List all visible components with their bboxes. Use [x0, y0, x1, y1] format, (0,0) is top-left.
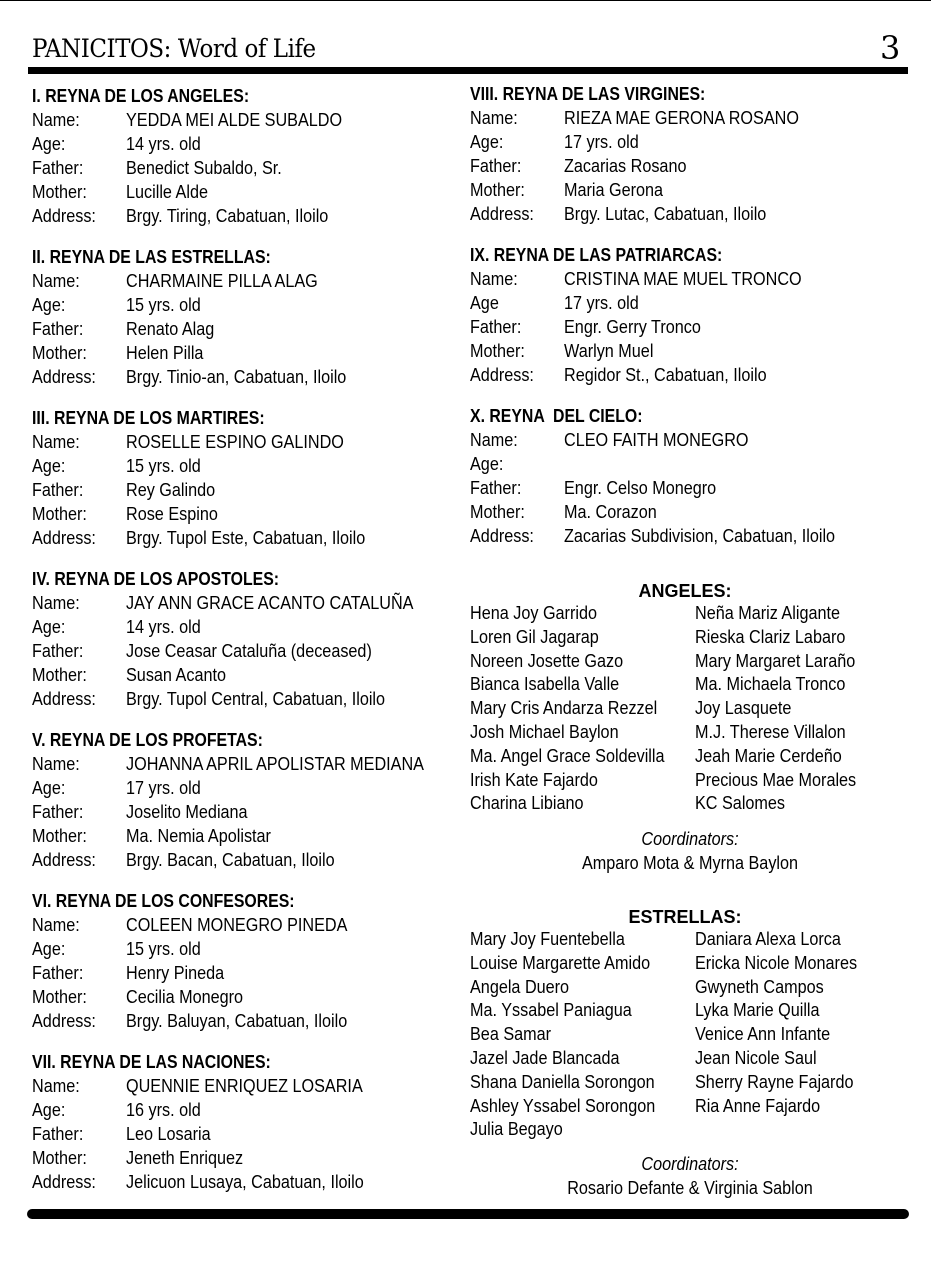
- address-value: Regidor St., Cabatuan, Iloilo: [564, 365, 767, 385]
- name-row: [32, 1074, 452, 1098]
- name-row: [32, 752, 452, 776]
- reyna-section: [32, 1050, 452, 1194]
- age-label: Age:: [32, 295, 66, 315]
- father-label: Father:: [470, 317, 522, 337]
- page-header-title: PANICITOS: Word of Life: [32, 34, 316, 63]
- address-label: Address:: [470, 204, 534, 224]
- address-row: [32, 526, 452, 550]
- address-value: Jelicuon Lusaya, Cabatuan, Iloilo: [126, 1172, 364, 1192]
- member-name: Lyka Marie Quilla: [695, 1000, 820, 1021]
- address-label: Address:: [32, 367, 96, 387]
- member-name: Jeah Marie Cerdeño: [695, 745, 842, 766]
- mother-value: Maria Gerona: [564, 180, 664, 200]
- father-value: Renato Alag: [126, 319, 215, 339]
- mother-row: [470, 500, 910, 524]
- father-row: [470, 476, 910, 500]
- names-column-1: [470, 928, 695, 1142]
- father-row: [32, 478, 452, 502]
- section-title: I. REYNA DE LOS ANGELES:: [32, 86, 250, 106]
- address-label: Address:: [470, 526, 534, 546]
- name-row: [470, 267, 910, 291]
- mother-label: Mother:: [32, 182, 87, 202]
- mother-row: [32, 502, 452, 526]
- age-value: 16 yrs. old: [126, 1100, 201, 1120]
- name-value: ROSELLE ESPINO GALINDO: [126, 432, 344, 452]
- estrellas-names: [470, 928, 910, 1142]
- left-column: [32, 84, 452, 1211]
- name-row: [32, 108, 452, 132]
- estrellas-title: ESTRELLAS:: [628, 907, 742, 927]
- names-column-2: [695, 928, 910, 1142]
- age-value: 17 yrs. old: [126, 778, 201, 798]
- mother-value: Helen Pilla: [126, 343, 204, 363]
- member-name: KC Salomes: [695, 793, 786, 814]
- age-row: [32, 1098, 452, 1122]
- father-label: Father:: [32, 158, 84, 178]
- name-label: Name:: [32, 915, 80, 935]
- name-label: Name:: [32, 432, 80, 452]
- member-name: Rieska Clariz Labaro: [695, 626, 846, 647]
- address-row: [32, 204, 452, 228]
- member-name: Bianca Isabella Valle: [470, 674, 620, 695]
- name-value: CLEO FAITH MONEGRO: [564, 430, 749, 450]
- mother-label: Mother:: [470, 341, 525, 361]
- address-row: [32, 365, 452, 389]
- angeles-names: [470, 602, 910, 816]
- address-value: Zacarias Subdivision, Cabatuan, Iloilo: [564, 526, 836, 546]
- member-name: Ashley Yssabel Sorongon: [470, 1095, 656, 1116]
- name-label: Name:: [32, 593, 80, 613]
- reyna-section: [32, 567, 452, 711]
- age-row: [470, 452, 910, 476]
- mother-label: Mother:: [32, 826, 87, 846]
- age-value: 15 yrs. old: [126, 939, 201, 959]
- mother-row: [32, 341, 452, 365]
- name-value: CRISTINA MAE MUEL TRONCO: [564, 269, 802, 289]
- address-label: Address:: [32, 528, 96, 548]
- father-value: Joselito Mediana: [126, 802, 248, 822]
- age-value: 15 yrs. old: [126, 456, 201, 476]
- father-label: Father:: [32, 480, 84, 500]
- address-row: [32, 1170, 452, 1194]
- father-label: Father:: [470, 478, 522, 498]
- member-name: M.J. Therese Villalon: [695, 721, 846, 742]
- member-name: Precious Mae Morales: [695, 769, 857, 790]
- name-label: Name:: [470, 108, 518, 128]
- member-name: Angela Duero: [470, 976, 570, 997]
- footer-rule: [27, 1209, 909, 1219]
- names-column-1: [470, 602, 695, 816]
- address-value: Brgy. Tiring, Cabatuan, Iloilo: [126, 206, 329, 226]
- age-label: Age:: [32, 617, 66, 637]
- age-label: Age:: [32, 134, 66, 154]
- mother-row: [470, 339, 910, 363]
- mother-row: [32, 824, 452, 848]
- name-value: YEDDA MEI ALDE SUBALDO: [126, 110, 343, 130]
- age-row: [32, 937, 452, 961]
- mother-row: [470, 178, 910, 202]
- section-title: II. REYNA DE LAS ESTRELLAS:: [32, 247, 271, 267]
- father-value: Henry Pineda: [126, 963, 225, 983]
- age-value: 14 yrs. old: [126, 134, 201, 154]
- name-label: Name:: [470, 430, 518, 450]
- member-name: Jean Nicole Saul: [695, 1047, 817, 1068]
- father-row: [32, 156, 452, 180]
- address-row: [32, 1009, 452, 1033]
- age-row: [32, 293, 452, 317]
- father-label: Father:: [32, 319, 84, 339]
- name-value: QUENNIE ENRIQUEZ LOSARIA: [126, 1076, 363, 1096]
- member-name: Ria Anne Fajardo: [695, 1095, 821, 1116]
- angeles-group: [470, 580, 910, 875]
- age-row: [470, 130, 910, 154]
- member-name: Noreen Josette Gazo: [470, 650, 624, 671]
- father-value: Engr. Celso Monegro: [564, 478, 717, 498]
- mother-row: [32, 985, 452, 1009]
- father-row: [32, 800, 452, 824]
- father-row: [32, 961, 452, 985]
- name-row: [470, 106, 910, 130]
- reyna-section: [32, 245, 452, 389]
- member-name: Loren Gil Jagarap: [470, 626, 599, 647]
- father-value: Zacarias Rosano: [564, 156, 687, 176]
- age-value: 17 yrs. old: [564, 293, 639, 313]
- name-row: [32, 913, 452, 937]
- name-label: Name:: [470, 269, 518, 289]
- father-value: Rey Galindo: [126, 480, 216, 500]
- member-name: Neña Mariz Aligante: [695, 603, 840, 623]
- father-value: Leo Losaria: [126, 1124, 211, 1144]
- reyna-section: [32, 406, 452, 550]
- address-label: Address:: [32, 1172, 96, 1192]
- age-row: [470, 291, 910, 315]
- reyna-section: [32, 84, 452, 228]
- address-value: Brgy. Bacan, Cabatuan, Iloilo: [126, 850, 335, 870]
- father-label: Father:: [32, 963, 84, 983]
- name-label: Name:: [32, 110, 80, 130]
- angeles-title: ANGELES:: [638, 581, 732, 601]
- coordinators-names: Amparo Mota & Myrna Baylon: [581, 853, 799, 874]
- father-row: [470, 315, 910, 339]
- mother-value: Warlyn Muel: [564, 341, 654, 361]
- age-row: [32, 776, 452, 800]
- mother-label: Mother:: [32, 1148, 87, 1168]
- member-name: Ma. Angel Grace Soldevilla: [470, 745, 665, 766]
- estrellas-group: [470, 906, 910, 1200]
- reyna-section: [32, 728, 452, 872]
- mother-value: Jeneth Enriquez: [126, 1148, 244, 1168]
- member-name: Ma. Yssabel Paniagua: [470, 1000, 632, 1021]
- name-value: CHARMAINE PILLA ALAG: [126, 271, 318, 291]
- address-row: [470, 524, 910, 548]
- section-title: IX. REYNA DE LAS PATRIARCAS:: [470, 245, 723, 265]
- age-label: Age:: [32, 456, 66, 476]
- address-value: Brgy. Lutac, Cabatuan, Iloilo: [564, 204, 767, 224]
- name-label: Name:: [32, 754, 80, 774]
- names-column-2: [695, 602, 910, 816]
- address-value: Brgy. Tupol Este, Cabatuan, Iloilo: [126, 528, 366, 548]
- father-row: [32, 1122, 452, 1146]
- coordinators-names: Rosario Defante & Virginia Sablon: [567, 1178, 813, 1199]
- mother-label: Mother:: [32, 343, 87, 363]
- address-row: [32, 687, 452, 711]
- member-name: Louise Margarette Amido: [470, 952, 651, 973]
- father-label: Father:: [470, 156, 522, 176]
- mother-value: Cecilia Monegro: [126, 987, 244, 1007]
- father-row: [32, 639, 452, 663]
- reyna-section: [470, 243, 910, 387]
- member-name: Gwyneth Campos: [695, 976, 824, 997]
- mother-label: Mother:: [32, 504, 87, 524]
- address-label: Address:: [32, 850, 96, 870]
- member-name: Venice Ann Infante: [695, 1024, 831, 1045]
- name-label: Name:: [32, 271, 80, 291]
- member-name: Josh Michael Baylon: [470, 721, 619, 742]
- address-label: Address:: [32, 206, 96, 226]
- member-name: Joy Lasquete: [695, 698, 792, 719]
- name-row: [32, 591, 452, 615]
- address-label: Address:: [32, 689, 96, 709]
- member-name: Ma. Michaela Tronco: [695, 674, 846, 695]
- top-border: [0, 0, 931, 1]
- mother-label: Mother:: [32, 665, 87, 685]
- name-value: RIEZA MAE GERONA ROSANO: [564, 108, 799, 128]
- age-row: [32, 615, 452, 639]
- member-name: Sherry Rayne Fajardo: [695, 1071, 854, 1092]
- mother-value: Ma. Corazon: [564, 502, 657, 522]
- member-name: Ericka Nicole Monares: [695, 952, 858, 973]
- age-value: 14 yrs. old: [126, 617, 201, 637]
- section-title: V. REYNA DE LOS PROFETAS:: [32, 730, 263, 750]
- mother-row: [32, 180, 452, 204]
- father-label: Father:: [32, 802, 84, 822]
- member-name: Julia Begayo: [470, 1119, 563, 1140]
- mother-label: Mother:: [470, 180, 525, 200]
- member-name: Mary Margaret Laraño: [695, 650, 856, 671]
- father-value: Engr. Gerry Tronco: [564, 317, 701, 337]
- name-value: JAY ANN GRACE ACANTO CATALUÑA: [126, 593, 414, 613]
- address-row: [470, 202, 910, 226]
- address-value: Brgy. Tinio-an, Cabatuan, Iloilo: [126, 367, 347, 387]
- member-name: Irish Kate Fajardo: [470, 769, 598, 790]
- name-row: [470, 428, 910, 452]
- address-value: Brgy. Tupol Central, Cabatuan, Iloilo: [126, 689, 386, 709]
- name-value: JOHANNA APRIL APOLISTAR MEDIANA: [126, 754, 424, 774]
- member-name: Hena Joy Garrido: [470, 603, 597, 623]
- address-row: [470, 363, 910, 387]
- section-title: VII. REYNA DE LAS NACIONES:: [32, 1052, 271, 1072]
- name-row: [32, 430, 452, 454]
- mother-label: Mother:: [470, 502, 525, 522]
- age-label: Age: [470, 293, 499, 313]
- age-label: Age:: [32, 1100, 66, 1120]
- father-value: Benedict Subaldo, Sr.: [126, 158, 282, 178]
- right-column: [470, 82, 910, 565]
- age-row: [32, 132, 452, 156]
- mother-row: [32, 1146, 452, 1170]
- coordinators-label: Coordinators:: [641, 1154, 739, 1175]
- reyna-section: [470, 82, 910, 226]
- reyna-section: [32, 889, 452, 1033]
- reyna-section: [470, 404, 910, 548]
- address-label: Address:: [470, 365, 534, 385]
- father-row: [32, 317, 452, 341]
- section-title: IV. REYNA DE LOS APOSTOLES:: [32, 569, 280, 589]
- age-value: 17 yrs. old: [564, 132, 639, 152]
- header-rule: [28, 67, 908, 74]
- member-name: Mary Cris Andarza Rezzel: [470, 698, 658, 719]
- member-name: Charina Libiano: [470, 793, 584, 814]
- age-label: Age:: [470, 132, 504, 152]
- mother-value: Rose Espino: [126, 504, 218, 524]
- father-label: Father:: [32, 1124, 84, 1144]
- age-value: 15 yrs. old: [126, 295, 201, 315]
- address-row: [32, 848, 452, 872]
- coordinators-label: Coordinators:: [641, 829, 739, 850]
- father-value: Jose Ceasar Cataluña (deceased): [126, 641, 372, 661]
- member-name: Shana Daniella Sorongon: [470, 1071, 655, 1092]
- member-name: Jazel Jade Blancada: [470, 1047, 620, 1068]
- member-name: Bea Samar: [470, 1024, 552, 1045]
- member-name: Mary Joy Fuentebella: [470, 929, 625, 949]
- mother-value: Lucille Alde: [126, 182, 208, 202]
- mother-value: Ma. Nemia Apolistar: [126, 826, 271, 846]
- page-number: 3: [880, 29, 901, 67]
- age-label: Age:: [32, 939, 66, 959]
- name-row: [32, 269, 452, 293]
- name-value: COLEEN MONEGRO PINEDA: [126, 915, 348, 935]
- name-label: Name:: [32, 1076, 80, 1096]
- father-row: [470, 154, 910, 178]
- section-title: VI. REYNA DE LOS CONFESORES:: [32, 891, 295, 911]
- address-value: Brgy. Baluyan, Cabatuan, Iloilo: [126, 1011, 348, 1031]
- mother-label: Mother:: [32, 987, 87, 1007]
- age-label: Age:: [32, 778, 66, 798]
- father-label: Father:: [32, 641, 84, 661]
- address-label: Address:: [32, 1011, 96, 1031]
- section-title: VIII. REYNA DE LAS VIRGINES:: [470, 84, 706, 104]
- age-label: Age:: [470, 454, 504, 474]
- section-title: III. REYNA DE LOS MARTIRES:: [32, 408, 265, 428]
- section-title: X. REYNA DEL CIELO:: [470, 406, 643, 426]
- member-name: Daniara Alexa Lorca: [695, 929, 841, 949]
- mother-value: Susan Acanto: [126, 665, 226, 685]
- age-row: [32, 454, 452, 478]
- mother-row: [32, 663, 452, 687]
